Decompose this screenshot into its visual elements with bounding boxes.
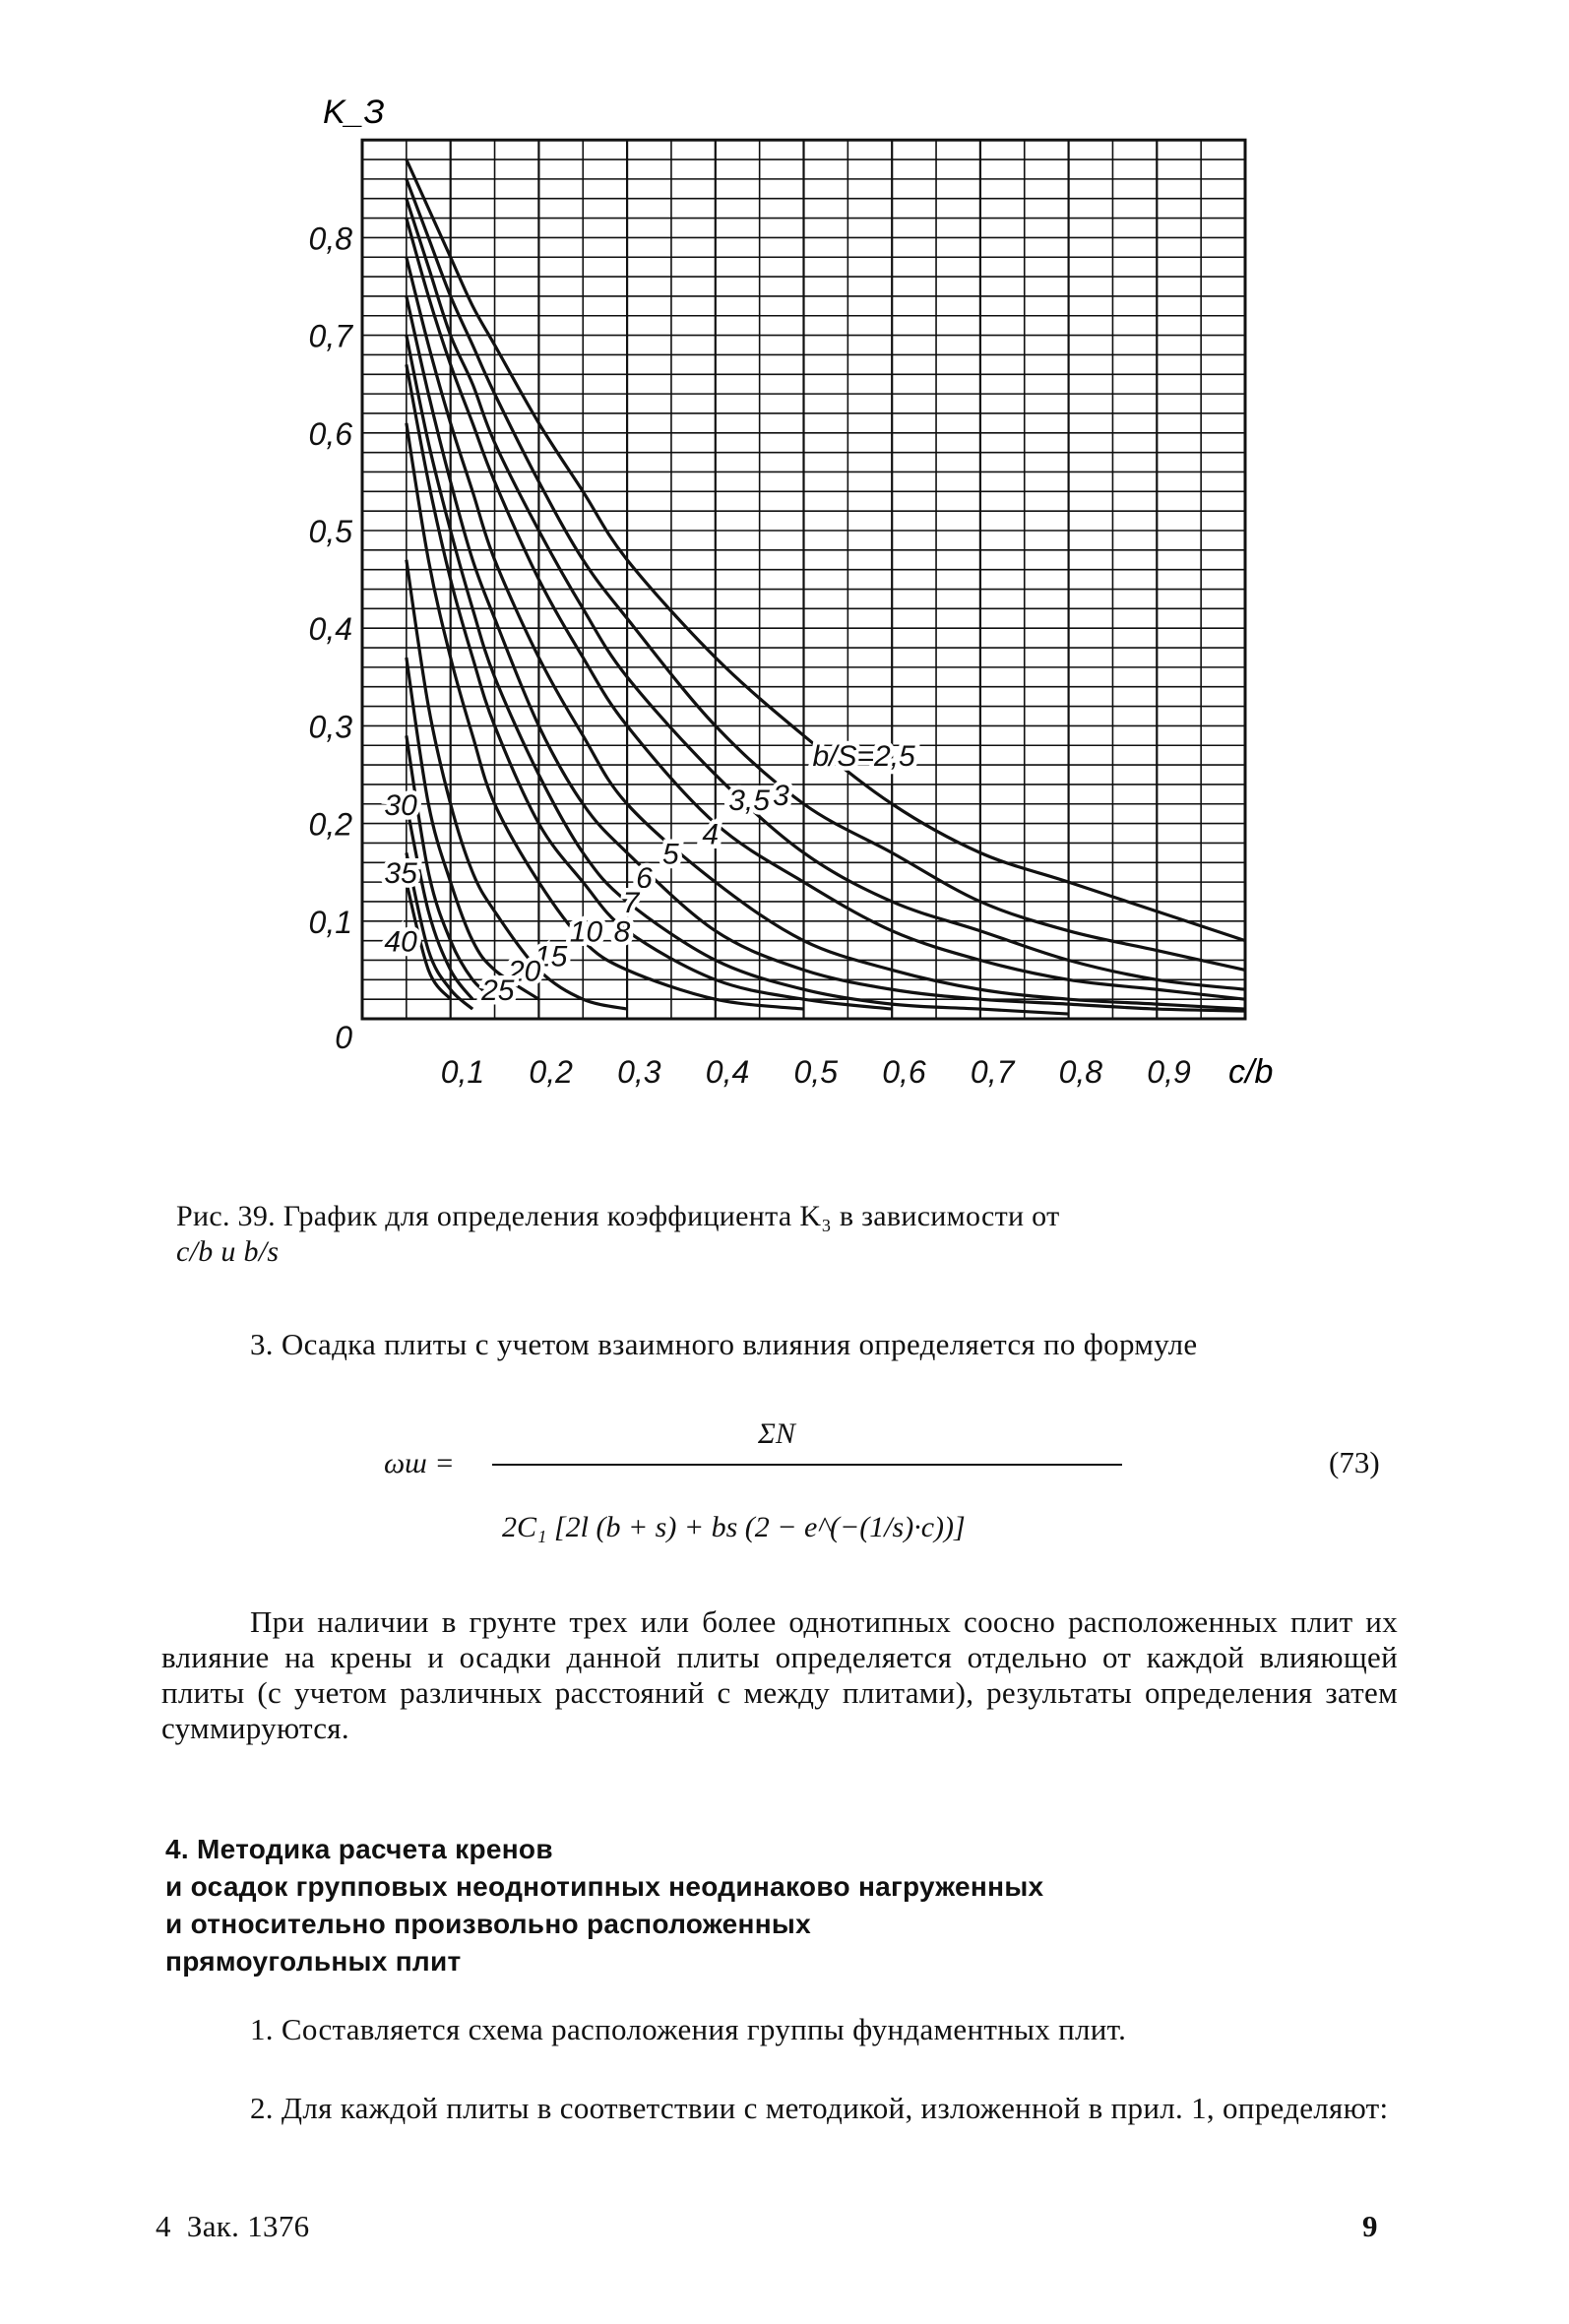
y-tick-label: 0,3 bbox=[308, 709, 352, 745]
x-tick-label: 0,3 bbox=[617, 1054, 661, 1090]
curve-label: 10 bbox=[569, 915, 603, 949]
y-tick-label: 0,1 bbox=[308, 904, 352, 940]
curve-label: 15 bbox=[533, 940, 568, 974]
section-3-text: 3. Осадка плиты с учетом взаимного влияния определяется по формуле bbox=[250, 1327, 1198, 1361]
list-item: 2. Для каждой плиты в соответствии с методикой, изложенной в прил. 1, определяют: bbox=[250, 2091, 1389, 2125]
curve-label: 5 bbox=[661, 838, 679, 871]
y-axis-label: K_З bbox=[323, 94, 385, 131]
axis-ticks bbox=[309, 220, 1191, 1090]
y-tick-label: 0,6 bbox=[308, 415, 352, 452]
formula-lhs: ωш = bbox=[384, 1447, 455, 1479]
curve-label: 6 bbox=[636, 862, 653, 896]
heading-line-4: прямоугольных плит bbox=[165, 1946, 462, 1977]
x-axis-label: c/b bbox=[1228, 1053, 1274, 1091]
x-tick-label: 0,4 bbox=[705, 1054, 750, 1090]
curve-bs-7 bbox=[407, 336, 1069, 1014]
curve-label: 30 bbox=[384, 788, 417, 822]
y-tick-label: 0 bbox=[335, 1020, 352, 1055]
section-4-heading bbox=[165, 1831, 1043, 1980]
curve-bs-3 bbox=[407, 179, 1245, 971]
y-tick-label: 0,2 bbox=[308, 806, 352, 843]
y-tick-label: 0,5 bbox=[308, 514, 352, 549]
x-tick-label: 0,2 bbox=[529, 1054, 573, 1090]
figure-caption bbox=[176, 1199, 1397, 1270]
curve-label: 3 bbox=[773, 779, 789, 812]
curve-label: 3,5 bbox=[728, 784, 770, 817]
heading-line-1: 4. Методика расчета кренов bbox=[165, 1834, 553, 1864]
x-tick-label: 0,1 bbox=[440, 1054, 485, 1090]
y-tick-label: 0,4 bbox=[308, 611, 352, 648]
chart-curves bbox=[407, 159, 1245, 1014]
x-tick-label: 0,6 bbox=[882, 1054, 926, 1090]
heading-line-3: и относительно произвольно расположенных bbox=[165, 1909, 811, 1939]
caption-line-1: Рис. 39. График для определения коэффициента K₃ в зависимости от bbox=[176, 1200, 1060, 1232]
footer-order-number: 4 Зак. 1376 bbox=[156, 2209, 310, 2243]
curve-label: 35 bbox=[384, 857, 417, 891]
curve-label: 7 bbox=[622, 886, 640, 919]
list-item: 1. Составляется схема расположения группы фундаментных плит. bbox=[250, 2012, 1127, 2046]
curve-label: b/S=2,5 bbox=[812, 740, 915, 774]
x-tick-label: 0,9 bbox=[1147, 1054, 1191, 1090]
x-tick-label: 0,8 bbox=[1058, 1054, 1103, 1090]
curve-label: 20 bbox=[508, 955, 541, 988]
curve-label: 25 bbox=[481, 974, 515, 1008]
paragraph: При наличии в грунте трех или более однотипных соосно расположенных плит их влияние на крены и осадки данной плиты определяется отдельно от каждой влияющей плиты (с учетом различных расстояний c между плитами), результаты определения затем суммируются. bbox=[161, 1604, 1398, 1745]
caption-line-2: c/b и b/s bbox=[176, 1235, 280, 1268]
x-tick-label: 0,7 bbox=[970, 1054, 1015, 1090]
fraction-bar bbox=[492, 1464, 1122, 1466]
formula-numerator: ΣN bbox=[758, 1417, 795, 1450]
y-tick-label: 0,7 bbox=[308, 318, 352, 354]
page-number: 9 bbox=[1362, 2209, 1378, 2243]
curve-bs-6 bbox=[407, 296, 1245, 1011]
curve-label: 4 bbox=[702, 818, 720, 851]
chart-grid bbox=[362, 140, 1245, 1019]
curve-label: 40 bbox=[384, 925, 417, 959]
y-tick-label: 0,8 bbox=[308, 220, 352, 257]
equation-number: (73) bbox=[1329, 1445, 1380, 1479]
heading-line-2: и осадок групповых неоднотипных неодинаково нагруженных bbox=[165, 1871, 1044, 1902]
formula-73 bbox=[384, 1417, 1132, 1575]
x-tick-label: 0,5 bbox=[793, 1054, 838, 1090]
curve-label: 8 bbox=[613, 915, 631, 949]
formula-denominator: 2C₁ [2l (b + s) + bs (2 − e^(−(1/s)·c))] bbox=[502, 1511, 966, 1543]
